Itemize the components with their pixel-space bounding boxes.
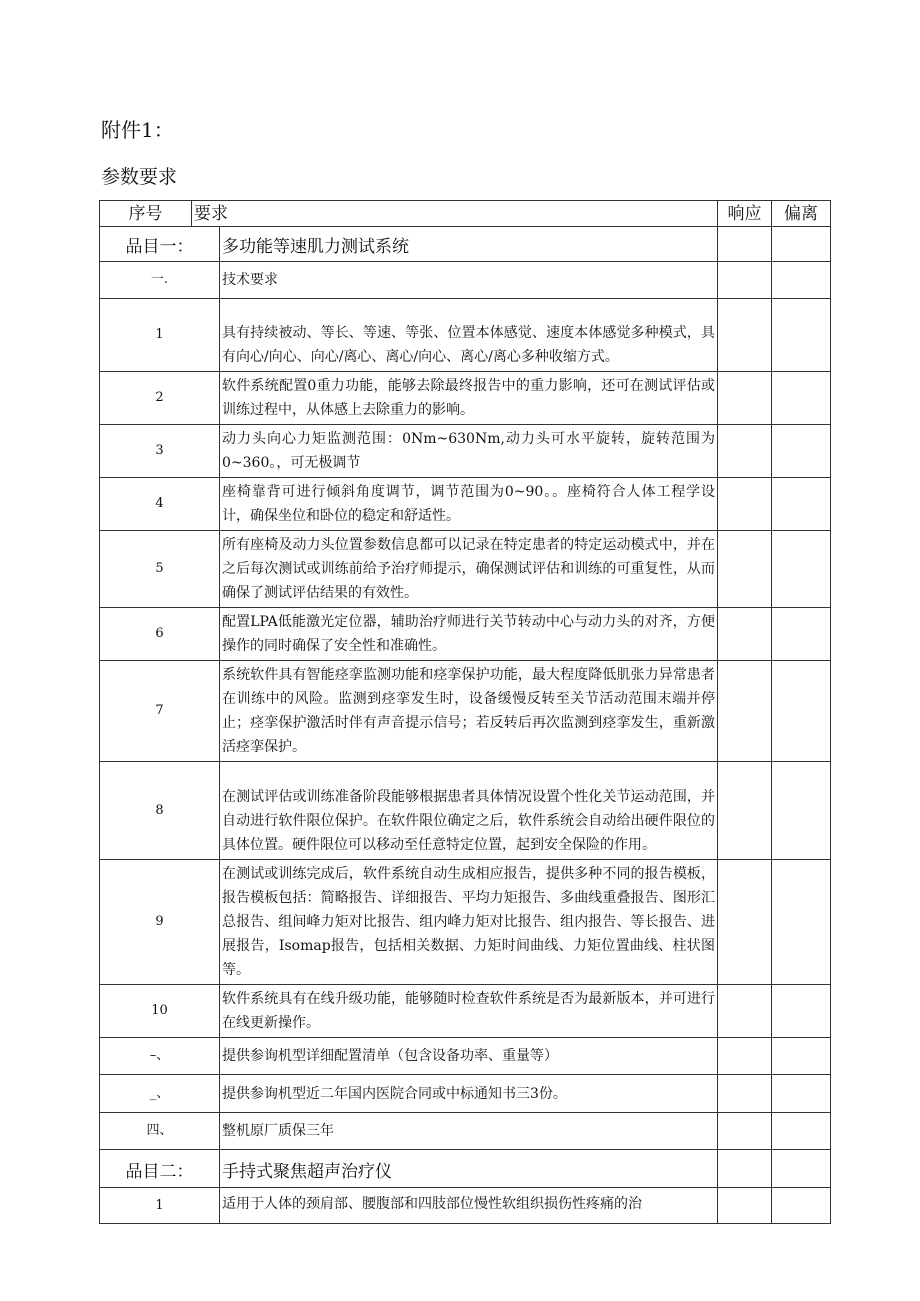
attachment-heading: 附件1： [101, 118, 174, 142]
response-cell [718, 762, 772, 860]
table-row [100, 372, 831, 425]
row-requirement: 在测试或训练完成后，软件系统自动生成相应报告，提供多种不同的报告模板，报告模板包括：简略报告、详细报告、平均力矩报告、多曲线重叠报告、图形汇总报告、组间峰力矩对比报告、组内峰力矩对比报告、组内报告、等长报告、进展报告，Isomap报告，包括相关数据、力矩时间曲线、力矩位置曲线、柱状图等。 [220, 860, 718, 985]
response-cell [718, 608, 772, 661]
category-name: 多功能等速肌力测试系统 [220, 227, 718, 262]
category-label: 品目二： [100, 1150, 220, 1188]
response-cell [718, 425, 772, 478]
row-index: 8 [100, 762, 220, 860]
header-index: 序号 [100, 201, 192, 227]
deviation-cell [772, 608, 831, 661]
row-index: 1 [100, 1188, 220, 1224]
section-index: _、 [100, 1075, 220, 1113]
section-row [100, 262, 831, 299]
section-text: 提供参询机型近二年国内医院合同或中标通知书三3份。 [220, 1075, 718, 1113]
deviation-cell [772, 1038, 831, 1075]
table-header-row [100, 201, 831, 227]
section-heading: 参数要求 [101, 166, 178, 188]
response-cell [718, 1038, 772, 1075]
category-name: 手持式聚焦超声治疗仪 [220, 1150, 718, 1188]
response-cell [718, 372, 772, 425]
deviation-cell [772, 1150, 831, 1188]
deviation-cell [772, 299, 831, 372]
deviation-cell [772, 478, 831, 531]
row-index: 2 [100, 372, 220, 425]
row-requirement: 动力头向心力矩监测范围：0Nm~630Nm,动力头可水平旋转，旋转范围为0~360。，可无极调节 [220, 425, 718, 478]
header-response: 响应 [718, 201, 772, 227]
row-requirement: 系统软件具有智能痉挛监测功能和痉挛保护功能，最大程度降低肌张力异常患者在训练中的风险。监测到痉挛发生时，设备缓慢反转至关节活动范围末端并停止；痉挛保护激活时伴有声音提示信号；若反转后再次监测到痉挛发生，重新激活痉挛保护。 [220, 661, 718, 762]
section-text: 技术要求 [220, 262, 718, 299]
table-row [100, 608, 831, 661]
row-requirement: 软件系统具有在线升级功能，能够随时检查软件系统是否为最新版本，并可进行在线更新操作。 [220, 985, 718, 1038]
row-requirement: 在测试评估或训练准备阶段能够根据患者具体情况设置个性化关节运动范围，并自动进行软件限位保护。在软件限位确定之后，软件系统会自动给出硬件限位的具体位置。硬件限位可以移动至任意特定位置，起到安全保险的作用。 [220, 762, 718, 860]
deviation-cell [772, 227, 831, 262]
response-cell [718, 1188, 772, 1224]
table-row [100, 985, 831, 1038]
row-requirement: 具有持续被动、等长、等速、等张、位置本体感觉、速度本体感觉多种模式，具有向心/向心、向心/离心、离心/向心、离心/离心多种收缩方式。 [220, 299, 718, 372]
section-index: 四、 [100, 1113, 220, 1150]
response-cell [718, 1075, 772, 1113]
table-row [100, 661, 831, 762]
deviation-cell [772, 762, 831, 860]
row-index: 9 [100, 860, 220, 985]
response-cell [718, 985, 772, 1038]
category-row [100, 1150, 831, 1188]
row-index: 7 [100, 661, 220, 762]
header-requirement: 要求 [192, 201, 718, 227]
section-row [100, 1075, 831, 1113]
row-index: 4 [100, 478, 220, 531]
deviation-cell [772, 1113, 831, 1150]
row-requirement: 所有座椅及动力头位置参数信息都可以记录在特定患者的特定运动模式中，并在之后每次测试或训练前给予治疗师提示，确保测试评估和训练的可重复性，从而确保了测试评估结果的有效性。 [220, 531, 718, 608]
table-row [100, 860, 831, 985]
row-index: 5 [100, 531, 220, 608]
row-requirement: 配置LPA低能激光定位器，辅助治疗师进行关节转动中心与动力头的对齐，方便操作的同时确保了安全性和准确性。 [220, 608, 718, 661]
deviation-cell [772, 531, 831, 608]
response-cell [718, 478, 772, 531]
table-row [100, 762, 831, 860]
row-index: 10 [100, 985, 220, 1038]
deviation-cell [772, 1188, 831, 1224]
response-cell [718, 299, 772, 372]
deviation-cell [772, 661, 831, 762]
response-cell [718, 262, 772, 299]
row-index: 1 [100, 299, 220, 372]
response-cell [718, 531, 772, 608]
table-row [100, 425, 831, 478]
section-text: 整机原厂质保三年 [220, 1113, 718, 1150]
row-requirement: 适用于人体的颈肩部、腰腹部和四肢部位慢性软组织损伤性疼痛的治 [220, 1188, 718, 1224]
response-cell [718, 661, 772, 762]
row-index: 3 [100, 425, 220, 478]
deviation-cell [772, 860, 831, 985]
response-cell [718, 860, 772, 985]
table-row [100, 478, 831, 531]
category-label: 品目一： [100, 227, 220, 262]
parameter-table [99, 200, 831, 1224]
section-index: 一. [100, 262, 220, 299]
row-requirement: 座椅靠背可进行倾斜角度调节，调节范围为0~90。。座椅符合人体工程学设计，确保坐位和卧位的稳定和舒适性。 [220, 478, 718, 531]
deviation-cell [772, 985, 831, 1038]
deviation-cell [772, 372, 831, 425]
deviation-cell [772, 425, 831, 478]
row-requirement: 软件系统配置0重力功能，能够去除最终报告中的重力影响，还可在测试评估或训练过程中，从体感上去除重力的影响。 [220, 372, 718, 425]
header-deviation: 偏离 [772, 201, 831, 227]
section-text: 提供参询机型详细配置清单（包含设备功率、重量等） [220, 1038, 718, 1075]
deviation-cell [772, 1075, 831, 1113]
deviation-cell [772, 262, 831, 299]
response-cell [718, 1150, 772, 1188]
table-row [100, 531, 831, 608]
table-row [100, 1188, 831, 1224]
category-row [100, 227, 831, 262]
row-index: 6 [100, 608, 220, 661]
section-row [100, 1113, 831, 1150]
section-index: –、 [100, 1038, 220, 1075]
section-row [100, 1038, 831, 1075]
table-row [100, 299, 831, 372]
response-cell [718, 227, 772, 262]
response-cell [718, 1113, 772, 1150]
